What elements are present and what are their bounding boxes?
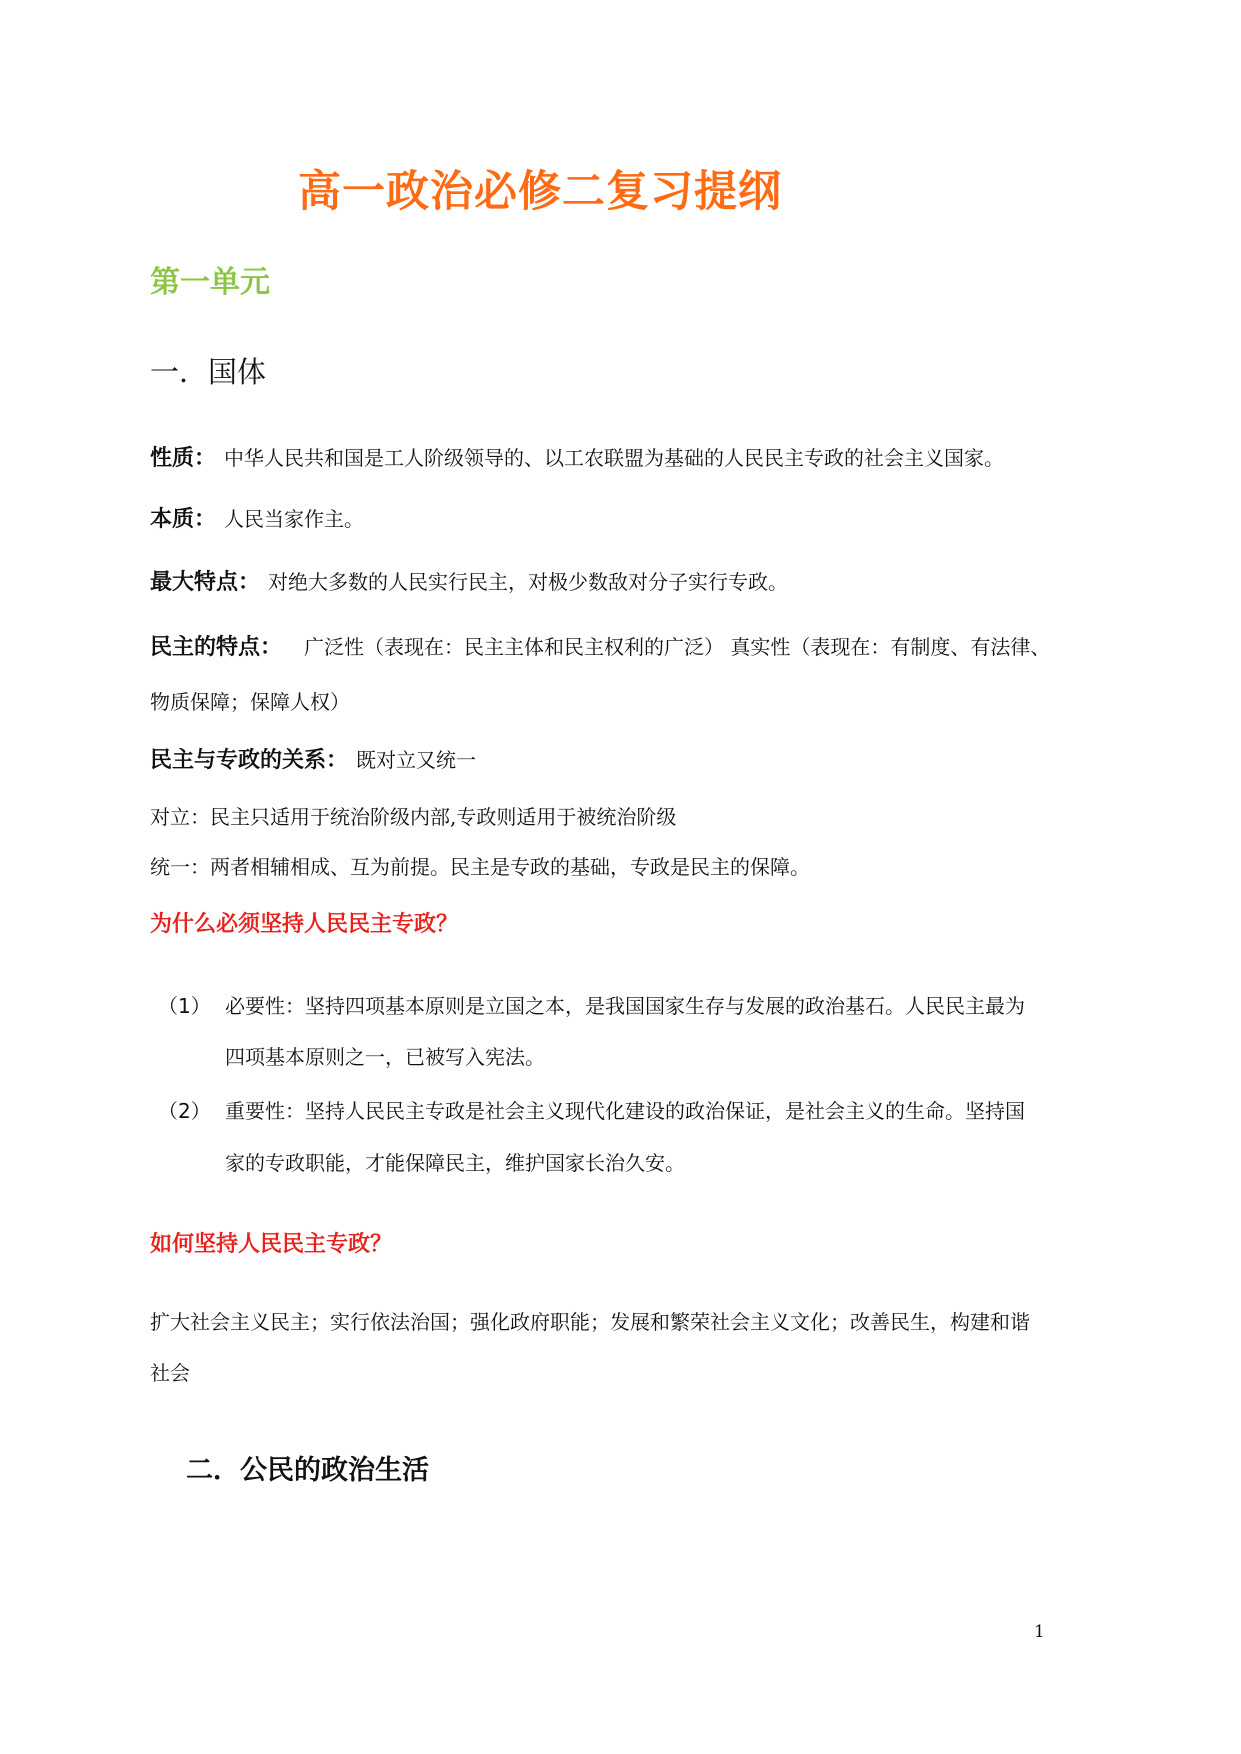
essence-label: 本质： xyxy=(150,507,217,532)
unity-paragraph: 统一：两者相辅相成、互为前提。民主是专政的基础，专政是民主的保障。 xyxy=(150,855,810,879)
democracy-text-line2: 物质保障；保障人权） xyxy=(150,690,350,714)
item-number: （2） xyxy=(158,1099,211,1123)
item-number: （1） xyxy=(158,994,211,1018)
essence-text: 人民当家作主。 xyxy=(224,507,365,531)
document-title: 高一政治必修二复习提纲 xyxy=(298,167,782,217)
item-text-line1: 必要性：坚持四项基本原则是立国之本，是我国国家生存与发展的政治基石。人民民主最为 xyxy=(225,994,1025,1018)
section-heading-1: 一．国体 xyxy=(150,355,267,389)
opposition-paragraph: 对立：民主只适用于统治阶级内部,专政则适用于被统治阶级 xyxy=(150,805,677,829)
essence-paragraph xyxy=(150,505,364,534)
unit-heading: 第一单元 xyxy=(150,265,270,300)
item-text-line2: 四项基本原则之一，已被写入宪法。 xyxy=(225,1045,545,1069)
item-text-line1: 重要性：坚持人民民主专政是社会主义现代化建设的政治保证，是社会主义的生命。坚持国 xyxy=(225,1099,1025,1123)
feature-paragraph xyxy=(150,568,788,597)
answer-line2: 社会 xyxy=(150,1361,190,1385)
democracy-text-line1: 广泛性（表现在：民主主体和民主权利的广泛） 真实性（表现在：有制度、有法律、 xyxy=(304,635,1051,659)
nature-text: 中华人民共和国是工人阶级领导的、以工农联盟为基础的人民民主专政的社会主义国家。 xyxy=(224,446,1005,470)
nature-paragraph xyxy=(150,444,1004,473)
question-why: 为什么必须坚持人民民主专政？ xyxy=(150,912,459,937)
relation-text: 既对立又统一 xyxy=(356,748,477,772)
page-number: 1 xyxy=(1034,1622,1045,1642)
relation-paragraph xyxy=(150,746,476,775)
answer-line1: 扩大社会主义民主；实行依法治国；强化政府职能；发展和繁荣社会主义文化；改善民生，构建和谐 xyxy=(150,1310,1030,1334)
section-heading-2: 二．公民的政治生活 xyxy=(186,1455,429,1486)
democracy-paragraph xyxy=(150,633,1050,662)
democracy-label: 民主的特点： xyxy=(150,635,283,660)
feature-label: 最大特点： xyxy=(150,570,261,595)
item-text-line2: 家的专政职能，才能保障民主，维护国家长治久安。 xyxy=(225,1151,685,1175)
question-how: 如何坚持人民民主专政？ xyxy=(150,1232,393,1257)
nature-label: 性质： xyxy=(150,446,217,471)
relation-label: 民主与专政的关系： xyxy=(150,748,349,773)
feature-text: 对绝大多数的人民实行民主，对极少数敌对分子实行专政。 xyxy=(268,570,789,594)
